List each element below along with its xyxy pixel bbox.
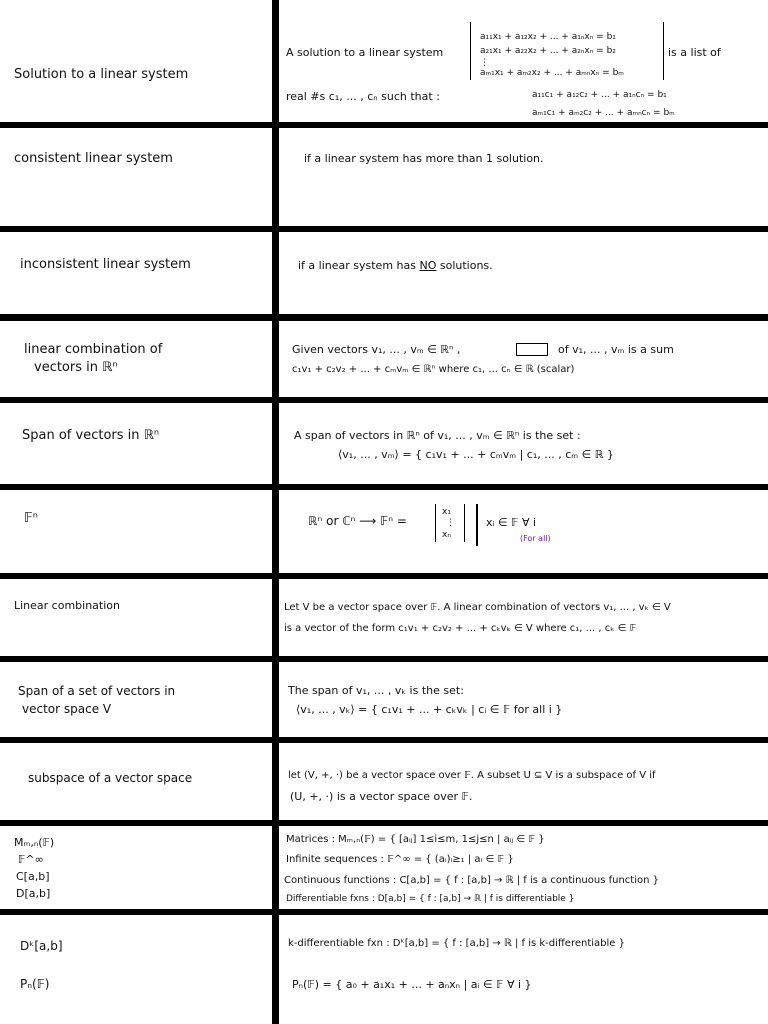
definition-text: real #s c₁, ... , cₙ such that :: [286, 90, 440, 103]
term-text: consistent linear system: [14, 151, 173, 166]
definition-text: A solution to a linear system: [286, 46, 444, 59]
definition-cell: [280, 403, 766, 484]
term-text: vector space V: [22, 702, 112, 716]
definition-cell: [280, 662, 766, 737]
term-cell: [0, 0, 272, 122]
term-cell: [0, 403, 272, 484]
definition-text-part: solutions.: [439, 259, 493, 272]
term-cell: [0, 743, 272, 820]
card-row-span-rn: [0, 403, 768, 484]
equation: a₁₁c₁ + a₁₂c₂ + ... + a₁ₙcₙ = b₁: [532, 90, 667, 100]
card-row-fn: [0, 490, 768, 573]
definition-text: is a vector of the form c₁v₁ + c₂v₂ + ... + cₖvₖ ∈ V where c₁, ... , cₖ ∈ 𝔽: [284, 623, 637, 634]
term-cell: [0, 321, 272, 397]
card-row-function-spaces: [0, 826, 768, 909]
definition-text: ⟨v₁, ... , vₖ⟩ = { c₁v₁ + ... + cₖvₖ | cᵢ ∈ 𝔽 for all i }: [296, 703, 563, 716]
definition-text: Let V be a vector space over 𝔽. A linear combination of vectors v₁, ... , vₖ ∈ V: [284, 602, 671, 613]
blank-box: [516, 343, 548, 356]
card-row-consistent: [0, 128, 768, 226]
annotation: (For all): [520, 534, 551, 543]
definition-text: (U, +, ·) is a vector space over 𝔽.: [290, 790, 473, 803]
definition-cell: [280, 321, 766, 397]
term-text: Pₙ(𝔽): [20, 977, 50, 991]
card-row-inconsistent: [0, 232, 768, 314]
definition-text: The span of v₁, ... , vₖ is the set:: [288, 684, 464, 697]
definition-text: is a list of: [668, 46, 721, 59]
term-text: Span of a set of vectors in: [18, 684, 176, 698]
term-text: 𝔽^∞: [18, 853, 44, 866]
such-that-bar: [476, 504, 478, 546]
definition-text: Given vectors v₁, ... , vₘ ∈ ℝⁿ ,: [292, 343, 461, 356]
term-text: Span of vectors in ℝⁿ: [22, 428, 160, 443]
term-cell: [0, 490, 272, 573]
vdots: ⋮: [446, 518, 455, 528]
definition-text: if a linear system has more than 1 solution.: [304, 152, 544, 165]
term-cell: [0, 915, 272, 1024]
definition-text: c₁v₁ + c₂v₂ + ... + cₘvₘ ∈ ℝⁿ where c₁, ... cₙ ∈ ℝ (scalar): [292, 364, 575, 375]
equation: aₘ₁x₁ + aₘ₂x₂ + ... + aₘₙxₙ = bₘ: [480, 68, 624, 78]
definition-cell: [280, 826, 766, 909]
definition-text: Differentiable fxns : D[a,b] = { f : [a,b] → ℝ | f is differentiable }: [286, 894, 575, 904]
term-text: linear combination of: [24, 342, 163, 357]
term-text: Dᵏ[a,b]: [20, 939, 63, 953]
term-text: Solution to a linear system: [14, 67, 189, 82]
definition-text: Infinite sequences : 𝔽^∞ = { (aᵢ)ᵢ≥₁ | aᵢ ∈ 𝔽 }: [286, 854, 514, 865]
equation: a₂₁x₁ + a₂₂x₂ + ... + a₂ₙxₙ = b₂: [480, 46, 616, 56]
term-cell: [0, 579, 272, 656]
card-row-linear-combination-rn: [0, 321, 768, 397]
definition-text: let (V, +, ·) be a vector space over 𝔽. A subset U ⊆ V is a subspace of V if: [288, 770, 656, 781]
equation: aₘ₁c₁ + aₘ₂c₂ + ... + aₘₙcₙ = bₘ: [532, 108, 675, 118]
definition-cell: [280, 490, 766, 573]
term-text: inconsistent linear system: [20, 257, 191, 272]
card-row-solution: [0, 0, 768, 122]
term-text: C[a,b]: [16, 870, 50, 883]
definition-text-part: if a linear system has: [298, 259, 416, 272]
row-divider: [0, 314, 768, 321]
term-text: subspace of a vector space: [28, 771, 193, 785]
definition-cell: [280, 743, 766, 820]
definition-cell: [280, 915, 766, 1024]
definition-text: k-differentiable fxn : Dᵏ[a,b] = { f : [a,b] → ℝ | f is k-differentiable }: [288, 938, 625, 949]
definition-text: xᵢ ∈ 𝔽 ∀ i: [486, 516, 537, 529]
definition-text: [298, 259, 493, 273]
term-cell: [0, 826, 272, 909]
definition-cell: [280, 579, 766, 656]
definition-cell: [280, 232, 766, 314]
term-cell: [0, 128, 272, 226]
term-text: D[a,b]: [16, 887, 51, 900]
definition-text: Matrices : Mₘ,ₙ(𝔽) = { [aᵢⱼ] 1≤i≤m, 1≤j≤n | aᵢⱼ ∈ 𝔽 }: [286, 834, 545, 845]
term-text: 𝔽ⁿ: [24, 511, 38, 526]
card-row-span-set: [0, 662, 768, 737]
emphasis-text: NO: [419, 259, 437, 272]
definition-text: ℝⁿ or ℂⁿ ⟶ 𝔽ⁿ =: [308, 514, 407, 528]
vdots: ⋮: [480, 58, 489, 68]
equation: a₁₁x₁ + a₁₂x₂ + ... + a₁ₙxₙ = b₁: [480, 32, 616, 42]
term-text: Linear combination: [14, 599, 120, 612]
vector-entry: x₁: [442, 507, 451, 517]
definition-text: ⟨v₁, ... , vₘ⟩ = { c₁v₁ + ... + cₘvₘ | c₁, ... , cₘ ∈ ℝ }: [338, 448, 614, 461]
definition-text: Pₙ(𝔽) = { a₀ + a₁x₁ + ... + aₙxₙ | aᵢ ∈ 𝔽 ∀ i }: [292, 978, 532, 991]
term-cell: [0, 662, 272, 737]
definition-text: A span of vectors in ℝⁿ of v₁, ... , vₘ ∈ ℝⁿ is the set :: [294, 429, 581, 442]
card-row-linear-combination: [0, 579, 768, 656]
vector-entry: xₙ: [442, 530, 451, 540]
card-row-dk-pn: [0, 915, 768, 1024]
term-text: vectors in ℝⁿ: [34, 360, 118, 375]
definition-cell: [280, 0, 766, 122]
definition-text: of v₁, ... , vₘ is a sum: [558, 343, 674, 356]
definition-text: Continuous functions : C[a,b] = { f : [a,b] → ℝ | f is a continuous function }: [284, 875, 659, 886]
term-text: Mₘ,ₙ(𝔽): [14, 836, 55, 849]
card-row-subspace: [0, 743, 768, 820]
term-cell: [0, 232, 272, 314]
definition-cell: [280, 128, 766, 226]
